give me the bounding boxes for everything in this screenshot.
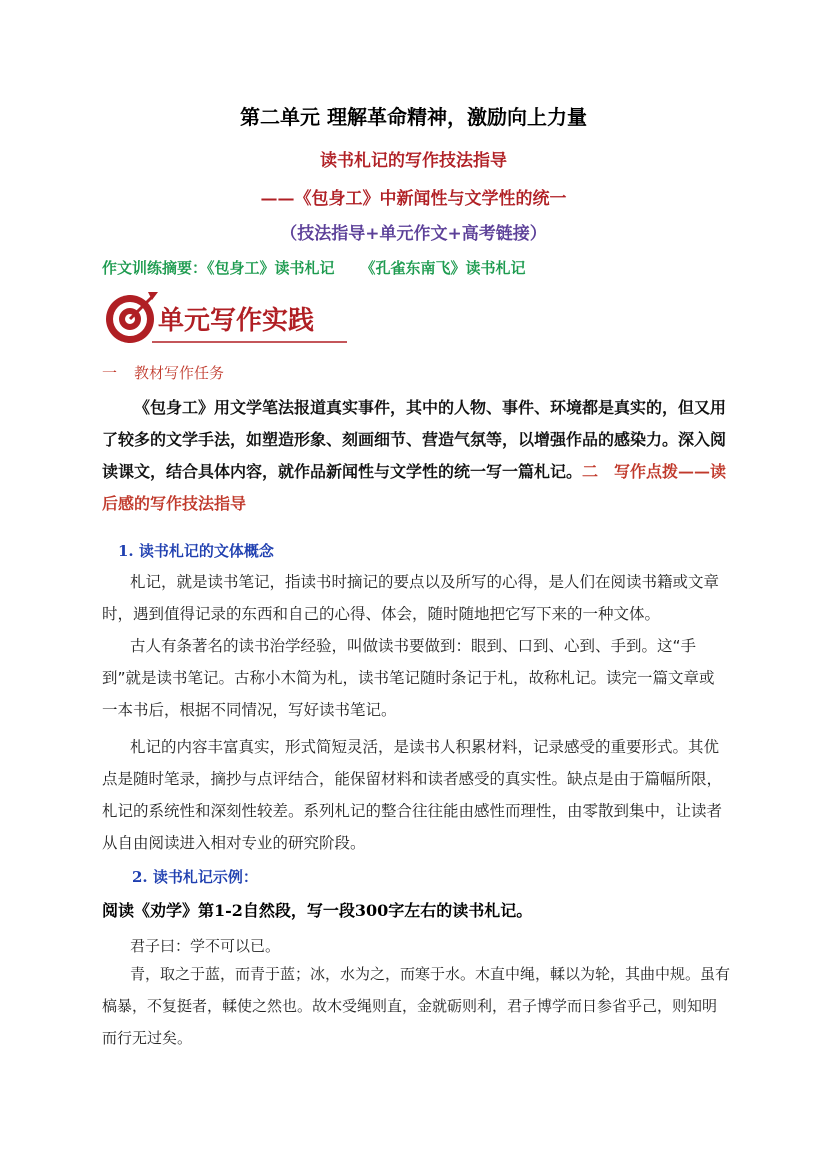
point-1-paragraph-3 — [102, 731, 730, 859]
section-1-body — [102, 392, 730, 524]
page-title: 第二单元 理解革命精神，激励向上力量 — [240, 105, 587, 129]
training-abstract — [102, 257, 526, 278]
point-1-text-3: 札记的内容丰富真实，形式简短灵活，是读书人积累材料，记录感受的重要形式。其优点是随时笔录，摘抄与点评结合，能保留材料和读者感受的真实性。缺点是由于篇幅所限，札记的系统性和深刻性较差。系列札记的整合往往能由感性而理性，由零散到集中，让读者从自由阅读进入相对专业的研究阶段。 — [102, 738, 723, 852]
point-1-text-2: 古人有条著名的读书治学经验，叫做读书要做到：眼到、口到、心到、手到。这“手到”就是读书笔记。古称小木简为札，读书笔记随时条记于札，故称札记。读完一篇文章或一本书后，根据不同情况，写好读书笔记。 — [102, 637, 715, 719]
point-2-heading: 2. 读书札记示例： — [132, 868, 258, 886]
subtitle-scope: （技法指导+单元作文+高考链接） — [280, 224, 547, 244]
abstract-item-2: 《孔雀东南飞》读书札记 — [360, 259, 526, 277]
target-icon — [102, 288, 350, 346]
section-1-text: 《包身工》用文学笔法报道真实事件，其中的人物、事件、环境都是真实的，但又用了较多的文学手法，如塑造形象、刻画细节、营造气氛等，以增强作品的感染力。深入阅读课文，结合具体内容，就作品新闻性与文学性的统一写一篇札记。 — [102, 398, 727, 481]
quote-paragraph-2 — [102, 958, 730, 1054]
section-2-heading: 二 写作点拨——读后感的写作技法指导 — [102, 462, 727, 513]
point-1-text-1: 札记，就是读书笔记，指读书时摘记的要点以及所写的心得，是人们在阅读书籍或文章时，遇到值得记录的东西和自己的心得、体会，随时随地把它写下来的一种文体。 — [102, 573, 720, 623]
abstract-item-1: 《包身工》读书札记 — [207, 259, 335, 277]
subtitle-theme: ——《包身工》中新闻性与文学性的统一 — [260, 189, 567, 209]
abstract-label: 作文训练摘要： — [102, 259, 208, 277]
banner-text: 单元写作实践 — [158, 306, 315, 336]
quote-text-2: 青，取之于蓝，而青于蓝；冰，水为之，而寒于水。木直中绳，輮以为轮，其曲中规。虽有槁暴，不复挺者，輮使之然也。故木受绳则直，金就砺则利，君子博学而日参省乎己，则知明而行无过矣。 — [102, 965, 731, 1047]
example-task: 阅读《劝学》第1-2自然段，写一段300字左右的读书札记。 — [102, 901, 533, 920]
section-banner — [102, 288, 350, 346]
point-1-heading: 1. 读书札记的文体概念 — [118, 542, 274, 560]
point-1-paragraph-1 — [102, 566, 730, 630]
section-1-title: 教材写作任务 — [134, 364, 225, 382]
quote-text-1: 君子曰：学不可以已。 — [130, 937, 281, 955]
section-1-heading — [102, 362, 224, 383]
point-1-paragraph-2 — [102, 630, 730, 726]
subtitle-topic: 读书札记的写作技法指导 — [320, 151, 507, 171]
section-1-number: 一 — [102, 364, 118, 382]
